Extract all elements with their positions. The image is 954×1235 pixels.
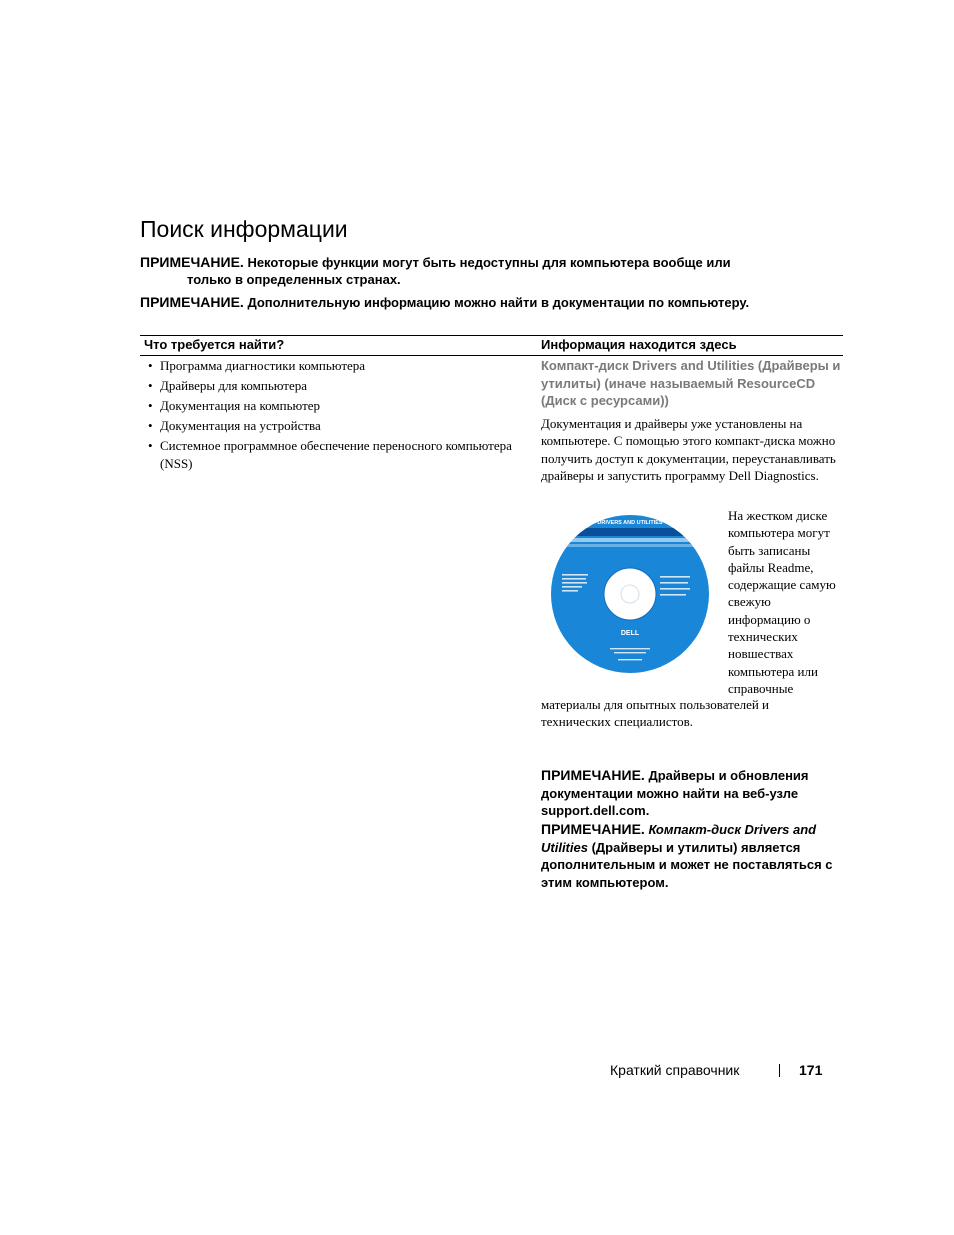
- note-1: [140, 254, 760, 288]
- note-1-text-line2: только в определенных странах.: [187, 272, 401, 287]
- note-3-label: ПРИМЕЧАНИЕ.: [541, 767, 645, 783]
- table-top-rule: [140, 335, 843, 336]
- list-item: • Документация на устройства: [140, 417, 535, 435]
- lookup-list: [140, 357, 535, 475]
- note-4-italic: Компакт-диск Drivers and Utilities: [541, 822, 817, 855]
- note-4-text: (Драйверы и утилиты) является дополнительным и может не поставляться с этим компьютером.: [541, 839, 833, 890]
- list-item: • Драйверы для компьютера: [140, 377, 535, 395]
- list-item: • Системное программное обеспечение переносного компьютера (NSS): [140, 437, 535, 472]
- cd-brand-logo: DELL: [620, 630, 640, 637]
- cd-heading: Компакт-диск Drivers and Utilities (Драйверы и утилиты) (иначе называемый ResourceCD (Диск с ресурсами)): [541, 358, 841, 408]
- note-1-text-line1: Некоторые функции могут быть недоступны для компьютера вообще или: [247, 255, 731, 270]
- cd-label-top: DRIVERS AND UTILITIES: [597, 520, 663, 526]
- footer-title: Краткий справочник: [610, 1062, 740, 1078]
- list-item: • Документация на компьютер: [140, 397, 535, 415]
- note-3-text: Драйверы и обновления документации можно найти на веб-узле support.dell.com.: [541, 768, 809, 818]
- page-number: 171: [799, 1062, 823, 1078]
- table-header-what: Что требуется найти?: [144, 337, 285, 352]
- note-4: [541, 821, 841, 891]
- cd-disc-icon: [548, 515, 712, 673]
- table-header-rule: [140, 355, 843, 356]
- note-2-text: Дополнительную информацию можно найти в документации по компьютеру.: [247, 295, 750, 310]
- list-item: • Программа диагностики компьютера: [140, 357, 535, 375]
- note-2: [140, 294, 820, 311]
- note-2-label: ПРИМЕЧАНИЕ.: [140, 294, 244, 310]
- page-title: Поиск информации: [140, 216, 348, 242]
- note-4-label: ПРИМЕЧАНИЕ.: [541, 821, 645, 837]
- footer-divider: [779, 1064, 780, 1077]
- table-header-where: Информация находится здесь: [541, 337, 737, 352]
- note-1-label: ПРИМЕЧАНИЕ.: [140, 254, 244, 270]
- cd-description: Документация и драйверы уже установлены на компьютере. С помощью этого компакт-диска можно получить доступ к документации, переустанавливать драйверы и запустить программу Dell Diagnostics.: [541, 416, 836, 483]
- note-3: [541, 767, 841, 820]
- readme-info-continued: материалы для опытных пользователей и технических специалистов.: [541, 697, 770, 730]
- cd-disc-image: [548, 514, 712, 674]
- readme-info: На жестком диске компьютера могут быть записаны файлы Readme, содержащие самую свежую информацию о технических новшествах компьютера или справочные: [728, 508, 836, 696]
